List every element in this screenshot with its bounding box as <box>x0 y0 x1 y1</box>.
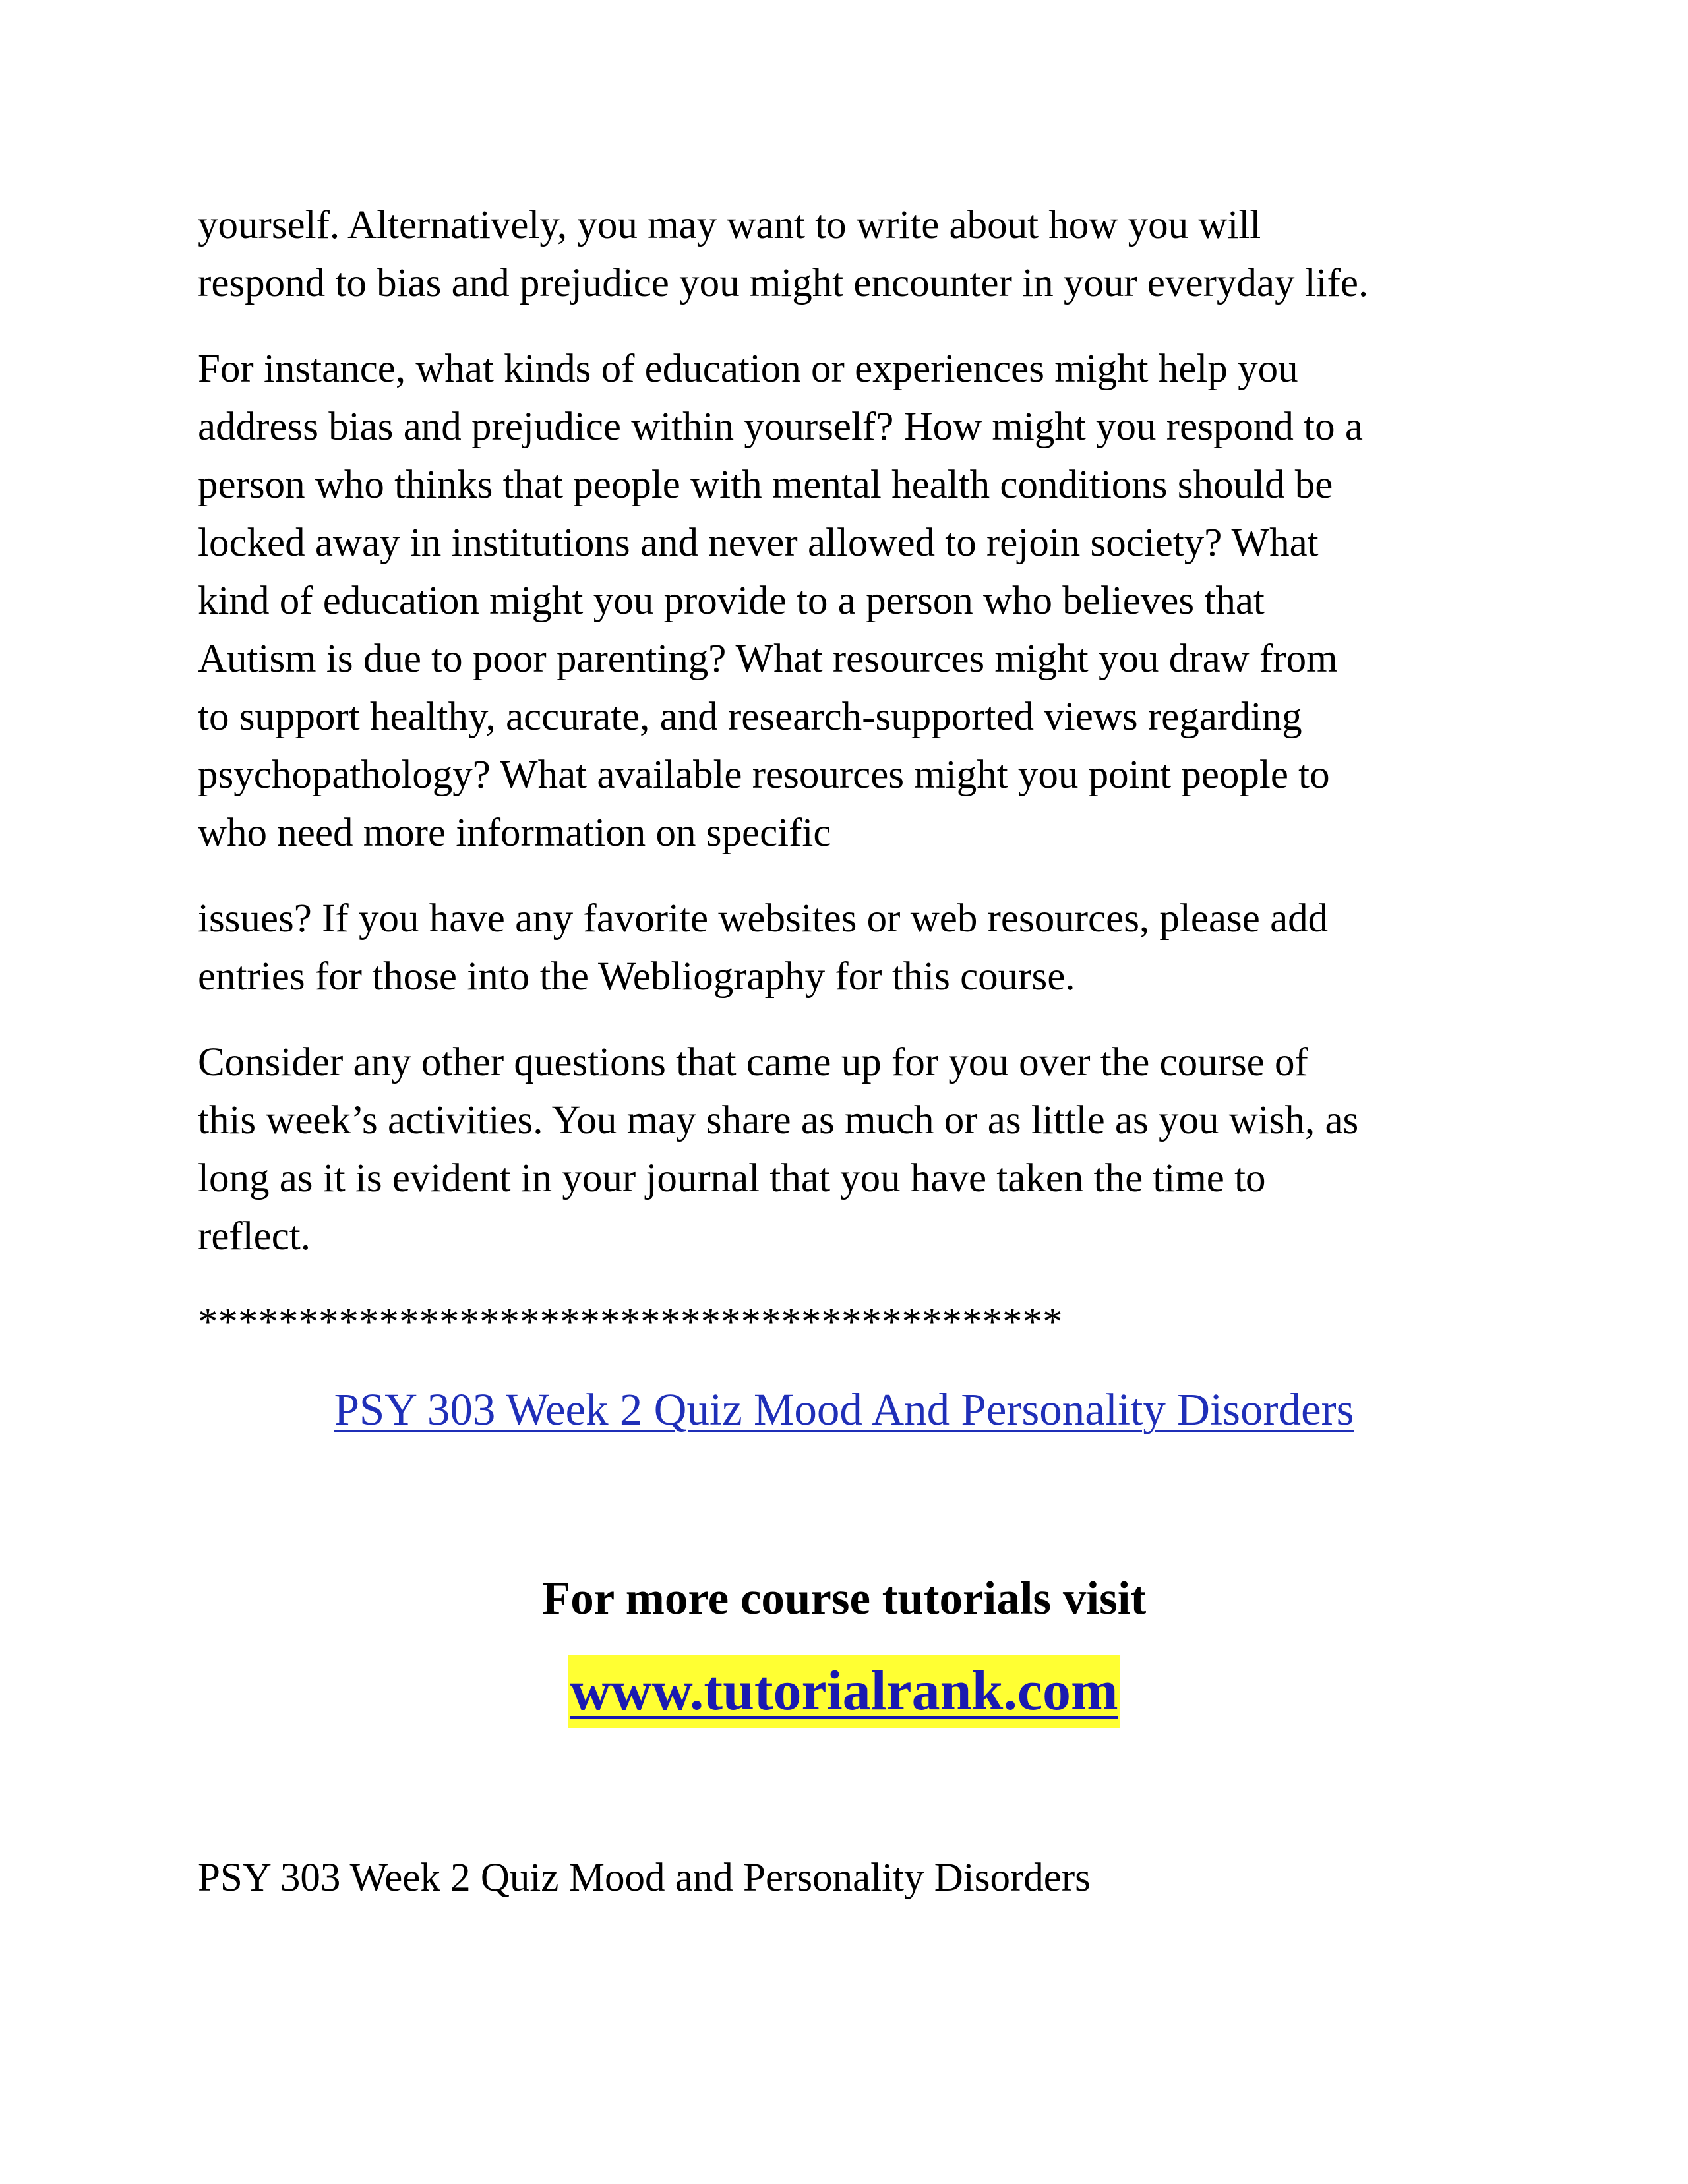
paragraph-webliography <box>198 890 1497 1006</box>
text-line: Consider any other questions that came up for you over the course of <box>198 1040 1308 1084</box>
text-line: respond to bias and prejudice you might encounter in your everyday life. <box>198 261 1369 305</box>
text-line: long as it is evident in your journal that you have taken the time to <box>198 1156 1266 1200</box>
promo-site-row <box>0 1655 1688 1728</box>
text-line: person who thinks that people with mental health conditions should be <box>198 463 1333 507</box>
text-line: this week’s activities. You may share as much or as little as you wish, as <box>198 1098 1359 1142</box>
text-line: to support healthy, accurate, and research-supported views regarding <box>198 695 1302 739</box>
text-line: yourself. Alternatively, you may want to write about how you will <box>198 203 1261 247</box>
text-line: kind of education might you provide to a person who believes that <box>198 579 1265 623</box>
asterisk-separator: ******************************************* <box>198 1300 1063 1344</box>
text-line: who need more information on specific <box>198 811 831 855</box>
text-line: For instance, what kinds of education or experiences might help you <box>198 347 1298 391</box>
course-link[interactable]: PSY 303 Week 2 Quiz Mood And Personality Disorders <box>334 1384 1354 1434</box>
text-line: psychopathology? What available resources might you point people to <box>198 753 1330 797</box>
paragraph-consider <box>198 1034 1497 1266</box>
text-line: entries for those into the Webliography for this course. <box>198 955 1075 999</box>
footer-title: PSY 303 Week 2 Quiz Mood and Personality Disorders <box>198 1856 1091 1900</box>
text-line: Autism is due to poor parenting? What resources might you draw from <box>198 637 1338 681</box>
text-line: address bias and prejudice within yourself? How might you respond to a <box>198 405 1363 449</box>
text-line: locked away in institutions and never allowed to rejoin society? What <box>198 521 1319 565</box>
course-link-row <box>0 1376 1688 1442</box>
paragraph-questions <box>198 340 1497 862</box>
paragraph-reflection-intro <box>198 196 1497 312</box>
text-line: issues? If you have any favorite websites or web resources, please add <box>198 897 1329 941</box>
tutorialrank-link[interactable]: www.tutorialrank.com <box>568 1655 1119 1728</box>
body-text <box>198 196 1497 1351</box>
text-line: reflect. <box>198 1214 311 1258</box>
promo-heading: For more course tutorials visit <box>541 1573 1147 1624</box>
